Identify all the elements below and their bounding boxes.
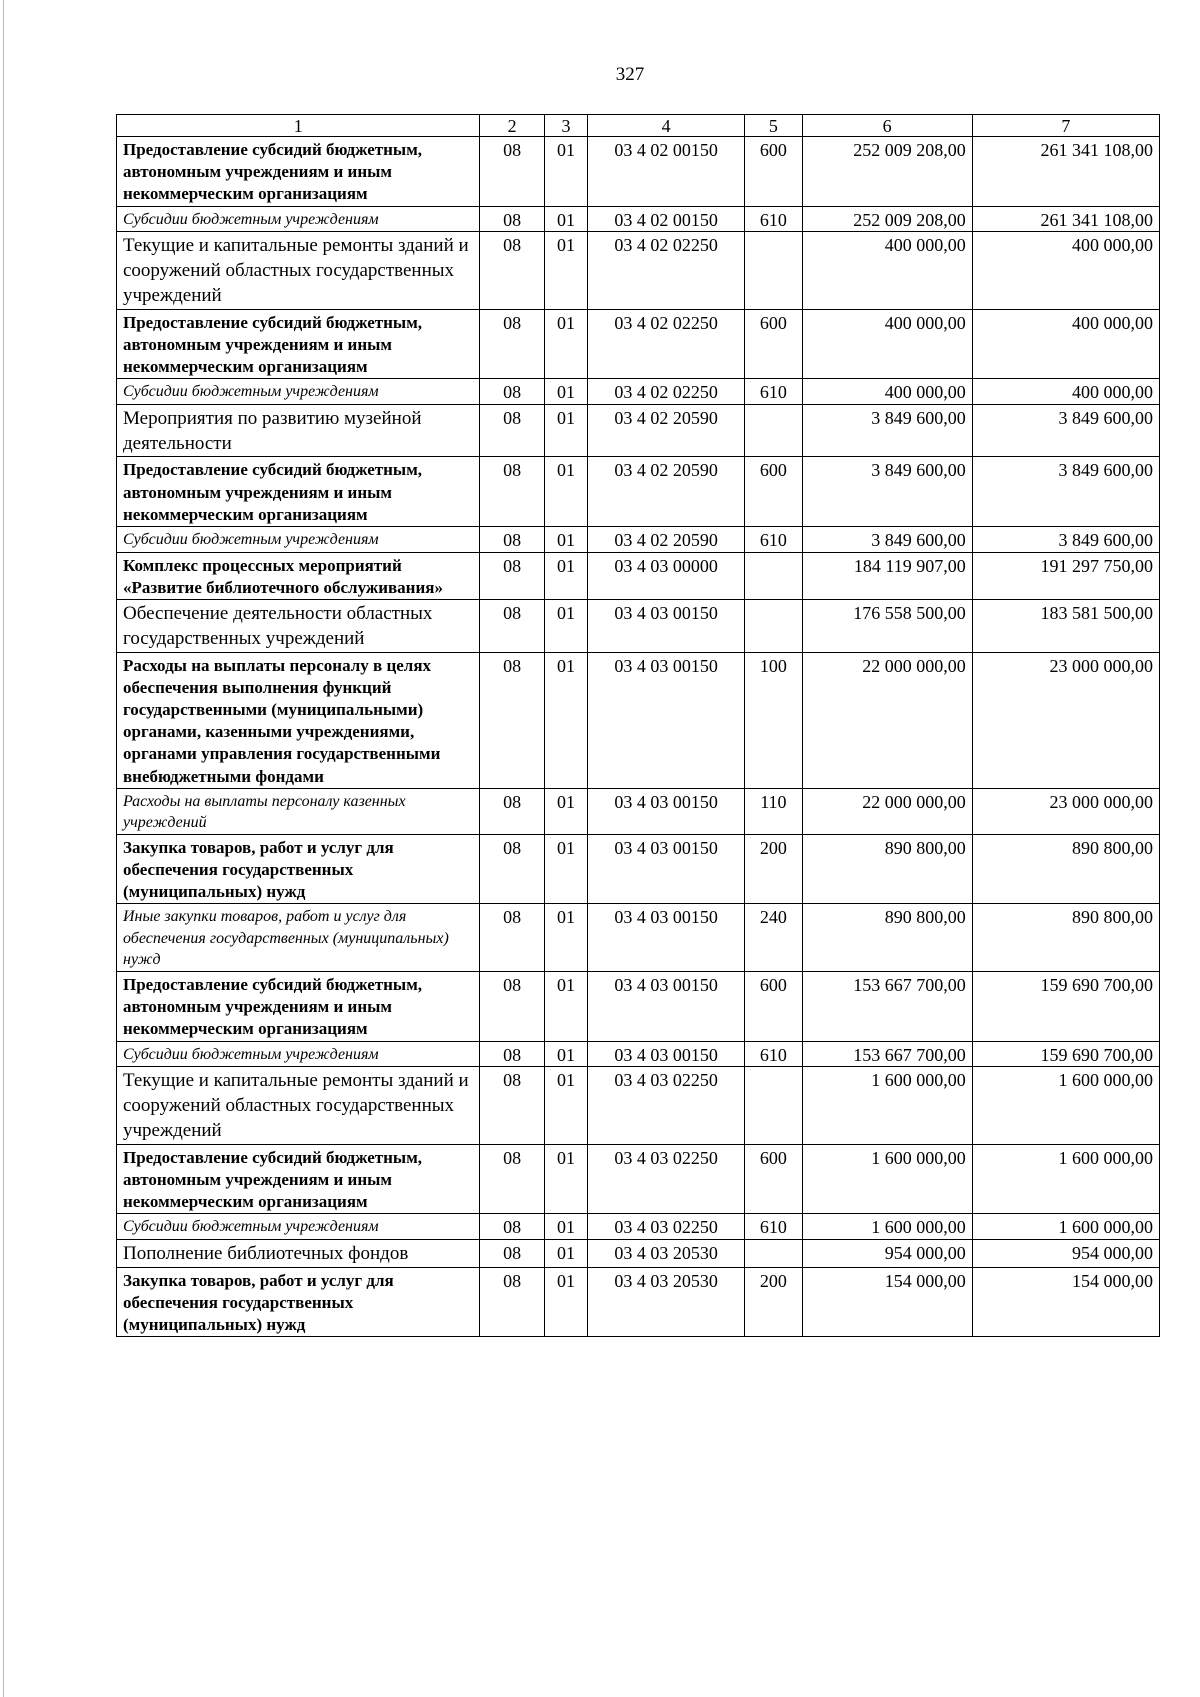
target-code-cell: 03 4 02 20590 <box>588 404 745 457</box>
row-name-cell: Предоставление субсидий бюджетным, автономным учреждениям и иным некоммерческим организациям <box>117 1144 480 1214</box>
amount-year1-cell: 890 800,00 <box>802 834 972 904</box>
table-row <box>117 552 1160 599</box>
amount-year1-cell: 400 000,00 <box>802 232 972 309</box>
amount-year2-cell: 23 000 000,00 <box>972 652 1159 788</box>
target-code-cell: 03 4 02 02250 <box>588 309 745 379</box>
subsection-cell: 01 <box>544 904 587 972</box>
expense-type-cell: 600 <box>745 1144 802 1214</box>
section-cell: 08 <box>480 1267 544 1337</box>
expense-type-cell <box>745 404 802 457</box>
expense-type-cell: 100 <box>745 652 802 788</box>
amount-year2-cell: 23 000 000,00 <box>972 788 1159 834</box>
section-cell: 08 <box>480 600 544 653</box>
amount-year2-cell: 400 000,00 <box>972 379 1159 405</box>
expense-type-cell: 600 <box>745 137 802 207</box>
section-cell: 08 <box>480 379 544 405</box>
amount-year2-cell: 400 000,00 <box>972 232 1159 309</box>
table-row <box>117 1267 1160 1337</box>
amount-year1-cell: 176 558 500,00 <box>802 600 972 653</box>
row-name-cell: Расходы на выплаты персоналу в целях обеспечения выполнения функций государственными (муниципальными) органами, казенными учреждениями, органами управления государственными внебюджетными фондами <box>117 652 480 788</box>
amount-year2-cell: 1 600 000,00 <box>972 1067 1159 1144</box>
subsection-cell: 01 <box>544 971 587 1041</box>
row-name-cell: Обеспечение деятельности областных государственных учреждений <box>117 600 480 653</box>
subsection-cell: 01 <box>544 1239 587 1267</box>
amount-year1-cell: 1 600 000,00 <box>802 1214 972 1240</box>
section-cell: 08 <box>480 1214 544 1240</box>
row-name-cell: Мероприятия по развитию музейной деятельности <box>117 404 480 457</box>
target-code-cell: 03 4 03 02250 <box>588 1067 745 1144</box>
section-cell: 08 <box>480 527 544 553</box>
section-cell: 08 <box>480 1067 544 1144</box>
section-cell: 08 <box>480 206 544 232</box>
header-row <box>117 115 1160 137</box>
amount-year1-cell: 252 009 208,00 <box>802 206 972 232</box>
subsection-cell: 01 <box>544 600 587 653</box>
section-cell: 08 <box>480 1239 544 1267</box>
amount-year2-cell: 191 297 750,00 <box>972 552 1159 599</box>
target-code-cell: 03 4 03 00000 <box>588 552 745 599</box>
target-code-cell: 03 4 03 02250 <box>588 1214 745 1240</box>
subsection-cell: 01 <box>544 404 587 457</box>
amount-year2-cell: 890 800,00 <box>972 834 1159 904</box>
expense-type-cell: 600 <box>745 309 802 379</box>
expense-type-cell: 600 <box>745 971 802 1041</box>
subsection-cell: 01 <box>544 1041 587 1067</box>
amount-year1-cell: 184 119 907,00 <box>802 552 972 599</box>
amount-year2-cell: 183 581 500,00 <box>972 600 1159 653</box>
subsection-cell: 01 <box>544 1267 587 1337</box>
row-name-cell: Предоставление субсидий бюджетным, автономным учреждениям и иным некоммерческим организациям <box>117 309 480 379</box>
table-row <box>117 1144 1160 1214</box>
section-cell: 08 <box>480 834 544 904</box>
amount-year2-cell: 954 000,00 <box>972 1239 1159 1267</box>
expense-type-cell: 610 <box>745 206 802 232</box>
header-cell-2: 2 <box>480 115 544 137</box>
table-row <box>117 971 1160 1041</box>
header-cell-7: 7 <box>972 115 1159 137</box>
row-name-cell: Предоставление субсидий бюджетным, автономным учреждениям и иным некоммерческим организациям <box>117 971 480 1041</box>
amount-year1-cell: 3 849 600,00 <box>802 457 972 527</box>
section-cell: 08 <box>480 457 544 527</box>
subsection-cell: 01 <box>544 232 587 309</box>
expense-type-cell: 240 <box>745 904 802 972</box>
target-code-cell: 03 4 03 20530 <box>588 1239 745 1267</box>
amount-year2-cell: 261 341 108,00 <box>972 206 1159 232</box>
row-name-cell: Пополнение библиотечных фондов <box>117 1239 480 1267</box>
amount-year1-cell: 3 849 600,00 <box>802 404 972 457</box>
row-name-cell: Предоставление субсидий бюджетным, автономным учреждениям и иным некоммерческим организациям <box>117 137 480 207</box>
subsection-cell: 01 <box>544 527 587 553</box>
section-cell: 08 <box>480 309 544 379</box>
subsection-cell: 01 <box>544 206 587 232</box>
target-code-cell: 03 4 03 20530 <box>588 1267 745 1337</box>
row-name-cell: Субсидии бюджетным учреждениям <box>117 1041 480 1067</box>
amount-year2-cell: 400 000,00 <box>972 309 1159 379</box>
expense-type-cell <box>745 1239 802 1267</box>
section-cell: 08 <box>480 1144 544 1214</box>
table-row <box>117 1067 1160 1144</box>
section-cell: 08 <box>480 552 544 599</box>
subsection-cell: 01 <box>544 834 587 904</box>
amount-year1-cell: 22 000 000,00 <box>802 788 972 834</box>
amount-year1-cell: 400 000,00 <box>802 309 972 379</box>
amount-year2-cell: 3 849 600,00 <box>972 457 1159 527</box>
amount-year1-cell: 3 849 600,00 <box>802 527 972 553</box>
subsection-cell: 01 <box>544 379 587 405</box>
expense-type-cell <box>745 552 802 599</box>
header-cell-3: 3 <box>544 115 587 137</box>
subsection-cell: 01 <box>544 1144 587 1214</box>
amount-year2-cell: 1 600 000,00 <box>972 1144 1159 1214</box>
expense-type-cell: 200 <box>745 834 802 904</box>
expense-type-cell <box>745 600 802 653</box>
section-cell: 08 <box>480 232 544 309</box>
target-code-cell: 03 4 02 00150 <box>588 206 745 232</box>
expense-type-cell: 200 <box>745 1267 802 1337</box>
page-number: 327 <box>615 64 645 85</box>
amount-year2-cell: 3 849 600,00 <box>972 527 1159 553</box>
target-code-cell: 03 4 02 20590 <box>588 457 745 527</box>
table-row <box>117 788 1160 834</box>
header-cell-6: 6 <box>802 115 972 137</box>
row-name-cell: Закупка товаров, работ и услуг для обеспечения государственных (муниципальных) нужд <box>117 834 480 904</box>
expense-type-cell: 610 <box>745 379 802 405</box>
target-code-cell: 03 4 03 00150 <box>588 652 745 788</box>
target-code-cell: 03 4 02 00150 <box>588 137 745 207</box>
table-row <box>117 1041 1160 1067</box>
section-cell: 08 <box>480 971 544 1041</box>
table-row <box>117 137 1160 207</box>
header-cell-5: 5 <box>745 115 802 137</box>
target-code-cell: 03 4 03 02250 <box>588 1144 745 1214</box>
amount-year2-cell: 3 849 600,00 <box>972 404 1159 457</box>
table-row <box>117 652 1160 788</box>
table-row <box>117 600 1160 653</box>
amount-year1-cell: 890 800,00 <box>802 904 972 972</box>
amount-year2-cell: 890 800,00 <box>972 904 1159 972</box>
header-cell-4: 4 <box>588 115 745 137</box>
row-name-cell: Комплекс процессных мероприятий «Развитие библиотечного обслуживания» <box>117 552 480 599</box>
table-row <box>117 309 1160 379</box>
subsection-cell: 01 <box>544 457 587 527</box>
table-row <box>117 834 1160 904</box>
row-name-cell: Текущие и капитальные ремонты зданий и сооружений областных государственных учреждений <box>117 1067 480 1144</box>
section-cell: 08 <box>480 1041 544 1067</box>
row-name-cell: Субсидии бюджетным учреждениям <box>117 1214 480 1240</box>
row-name-cell: Закупка товаров, работ и услуг для обеспечения государственных (муниципальных) нужд <box>117 1267 480 1337</box>
scan-edge-line <box>3 0 4 1697</box>
subsection-cell: 01 <box>544 1067 587 1144</box>
table-row <box>117 527 1160 553</box>
expense-type-cell <box>745 232 802 309</box>
header-cell-1: 1 <box>117 115 480 137</box>
table-row <box>117 206 1160 232</box>
section-cell: 08 <box>480 404 544 457</box>
expense-type-cell <box>745 1067 802 1144</box>
amount-year1-cell: 400 000,00 <box>802 379 972 405</box>
amount-year2-cell: 154 000,00 <box>972 1267 1159 1337</box>
table-row <box>117 457 1160 527</box>
target-code-cell: 03 4 03 00150 <box>588 971 745 1041</box>
target-code-cell: 03 4 03 00150 <box>588 904 745 972</box>
target-code-cell: 03 4 03 00150 <box>588 1041 745 1067</box>
section-cell: 08 <box>480 652 544 788</box>
amount-year1-cell: 153 667 700,00 <box>802 1041 972 1067</box>
subsection-cell: 01 <box>544 788 587 834</box>
expense-type-cell: 610 <box>745 1214 802 1240</box>
target-code-cell: 03 4 02 02250 <box>588 379 745 405</box>
amount-year1-cell: 252 009 208,00 <box>802 137 972 207</box>
amount-year1-cell: 22 000 000,00 <box>802 652 972 788</box>
subsection-cell: 01 <box>544 137 587 207</box>
subsection-cell: 01 <box>544 652 587 788</box>
row-name-cell: Субсидии бюджетным учреждениям <box>117 206 480 232</box>
target-code-cell: 03 4 02 02250 <box>588 232 745 309</box>
amount-year2-cell: 261 341 108,00 <box>972 137 1159 207</box>
expense-type-cell: 110 <box>745 788 802 834</box>
subsection-cell: 01 <box>544 552 587 599</box>
amount-year1-cell: 154 000,00 <box>802 1267 972 1337</box>
table-row <box>117 904 1160 972</box>
amount-year1-cell: 1 600 000,00 <box>802 1067 972 1144</box>
expense-type-cell: 610 <box>745 1041 802 1067</box>
section-cell: 08 <box>480 788 544 834</box>
amount-year1-cell: 153 667 700,00 <box>802 971 972 1041</box>
row-name-cell: Текущие и капитальные ремонты зданий и сооружений областных государственных учреждений <box>117 232 480 309</box>
target-code-cell: 03 4 02 20590 <box>588 527 745 553</box>
subsection-cell: 01 <box>544 309 587 379</box>
target-code-cell: 03 4 03 00150 <box>588 600 745 653</box>
row-name-cell: Субсидии бюджетным учреждениям <box>117 379 480 405</box>
target-code-cell: 03 4 03 00150 <box>588 788 745 834</box>
amount-year2-cell: 1 600 000,00 <box>972 1214 1159 1240</box>
row-name-cell: Расходы на выплаты персоналу казенных учреждений <box>117 788 480 834</box>
table-row <box>117 404 1160 457</box>
target-code-cell: 03 4 03 00150 <box>588 834 745 904</box>
section-cell: 08 <box>480 137 544 207</box>
table-row <box>117 1239 1160 1267</box>
table-row <box>117 379 1160 405</box>
table-row <box>117 232 1160 309</box>
amount-year1-cell: 954 000,00 <box>802 1239 972 1267</box>
amount-year2-cell: 159 690 700,00 <box>972 971 1159 1041</box>
expense-type-cell: 600 <box>745 457 802 527</box>
budget-table <box>116 114 1160 1337</box>
row-name-cell: Субсидии бюджетным учреждениям <box>117 527 480 553</box>
subsection-cell: 01 <box>544 1214 587 1240</box>
row-name-cell: Предоставление субсидий бюджетным, автономным учреждениям и иным некоммерческим организациям <box>117 457 480 527</box>
section-cell: 08 <box>480 904 544 972</box>
expense-type-cell: 610 <box>745 527 802 553</box>
row-name-cell: Иные закупки товаров, работ и услуг для обеспечения государственных (муниципальных) нужд <box>117 904 480 972</box>
amount-year2-cell: 159 690 700,00 <box>972 1041 1159 1067</box>
amount-year1-cell: 1 600 000,00 <box>802 1144 972 1214</box>
table-row <box>117 1214 1160 1240</box>
